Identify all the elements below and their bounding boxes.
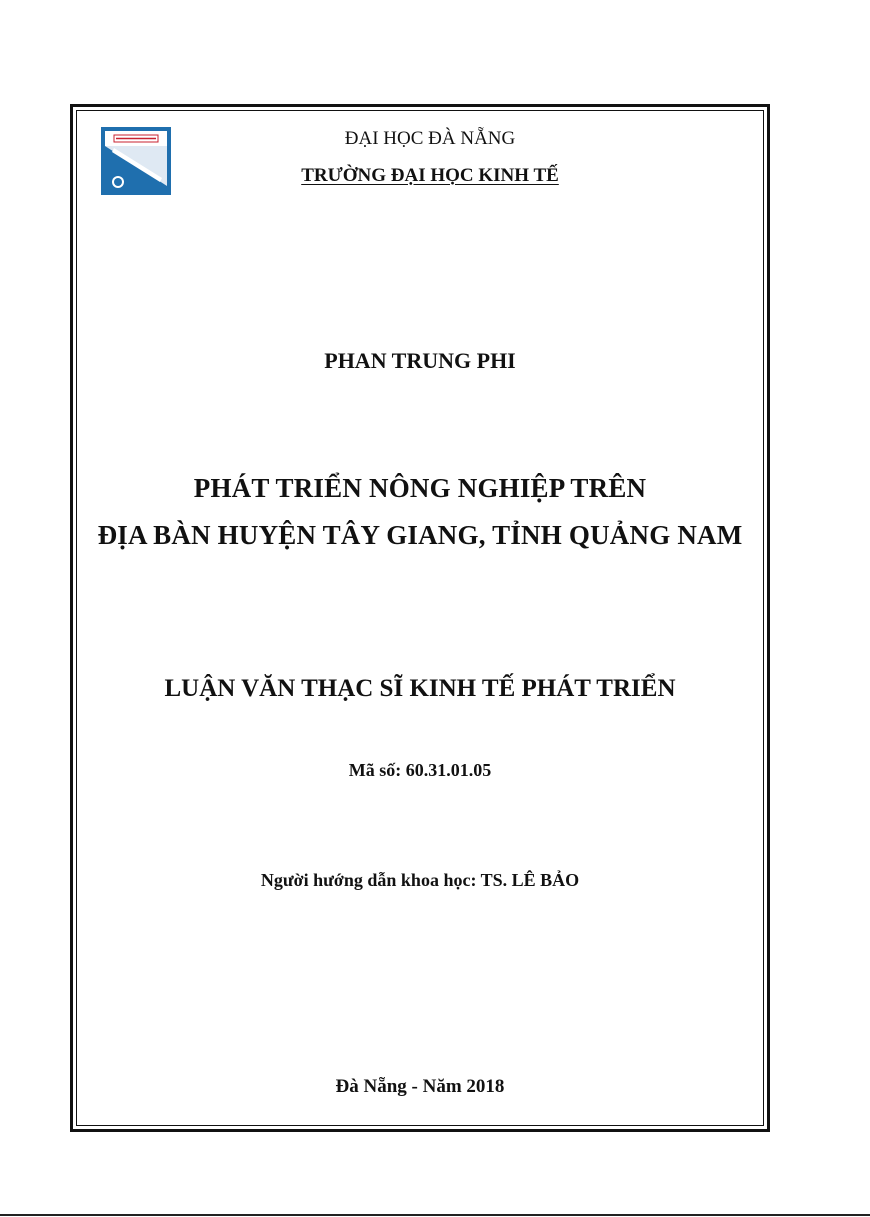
program-code: Mã số: 60.31.01.05 <box>348 760 492 780</box>
place-and-year: Đà Nẵng - Năm 2018 <box>335 1076 505 1097</box>
page-bottom-rule <box>0 1214 870 1216</box>
author-name: PHAN TRUNG PHI <box>324 348 516 373</box>
cover-inner-border <box>76 110 764 1126</box>
thesis-title-line-1: PHÁT TRIỂN NÔNG NGHIỆP TRÊN <box>193 473 647 503</box>
degree-title: LUẬN VĂN THẠC SĨ KINH TẾ PHÁT TRIỂN <box>164 675 676 702</box>
school-name: TRƯỜNG ĐẠI HỌC KINH TẾ <box>301 165 559 186</box>
cover-border <box>70 104 770 1132</box>
thesis-title-line-2: ĐỊA BÀN HUYỆN TÂY GIANG, TỈNH QUẢNG NAM <box>97 520 743 550</box>
university-name: ĐẠI HỌC ĐÀ NẴNG <box>344 128 516 149</box>
advisor-line: Người hướng dẫn khoa học: TS. LÊ BẢO <box>260 870 580 890</box>
